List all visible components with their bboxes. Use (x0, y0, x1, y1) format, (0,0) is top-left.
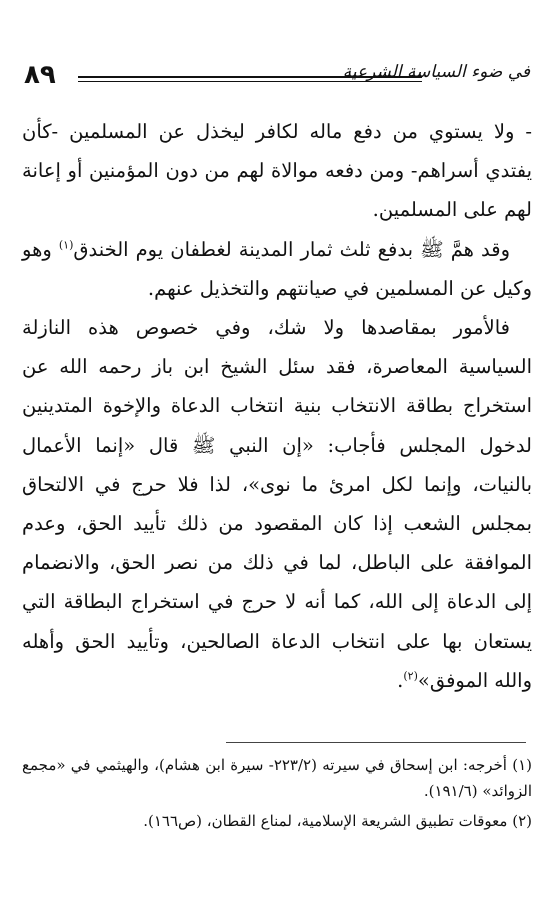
page-header (20, 56, 530, 96)
footnotes (22, 752, 532, 838)
paragraph-1: - ولا يستوي من دفع ماله لكافر ليخذل عن المسلمين -كأن يفتدي أسراهم- ومن دفعه موالاة لهم من دون المؤمنين أو إعانة لهم على المسلمين. (22, 120, 532, 222)
page-number: ٨٩ (24, 60, 56, 90)
footnote-2: (٢) معوقات تطبيق الشريعة الإسلامية، لمناع القطان، (ص١٦٦). (143, 812, 532, 830)
footnote-ref-1: (١) (58, 238, 74, 252)
paragraph-3 (22, 308, 532, 700)
footnote-1: (١) أخرجه: ابن إسحاق في سيرته (٢٢٣/٢- سيرة ابن هشام)، والهيثمي في «مجمع الزوائد» (١٩١/٦). (22, 756, 533, 800)
main-text (22, 112, 532, 700)
paragraph-2-end: وهو وكيل عن المسلمين في صيانتهم والتخذيل عنهم. (22, 237, 532, 300)
paragraph-3-text: فالأمور بمقاصدها ولا شك، وفي خصوص هذه النازلة السياسية المعاصرة، فقد سئل الشيخ ابن باز رحمه الله عن استخراج بطاقة الانتخاب بنية انتخاب الدعاة والإخوة المتدينين لدخول المجلس فأجاب: «إن النبي ﷺ قال «إنما الأعمال بالنيات، وإنما لكل امرئ ما نوى»، لذا فلا حرج في الالتحاق بمجلس الشعب إذا كان المقصود من ذلك تأييد الحق، وعدم الموافقة على الباطل، لما في ذلك من نصر الحق، والانضمام إلى الدعاة إلى الله، كما أنه لا حرج في استخراج البطاقة التي يستعان بها على انتخاب الدعاة الصالحين، وتأييد الحق وأهله والله الموفق» (22, 316, 532, 692)
paragraph-2 (22, 230, 532, 308)
footnote-separator (226, 742, 526, 743)
paragraph-3-end: . (397, 668, 404, 692)
footnote-ref-2: (٢) (403, 669, 418, 683)
running-title: في ضوء السياسة الشرعية (342, 62, 530, 82)
paragraph-2-text: وقد همَّ ﷺ بدفع ثلث ثمار المدينة لغطفان يوم الخندق (73, 237, 510, 261)
